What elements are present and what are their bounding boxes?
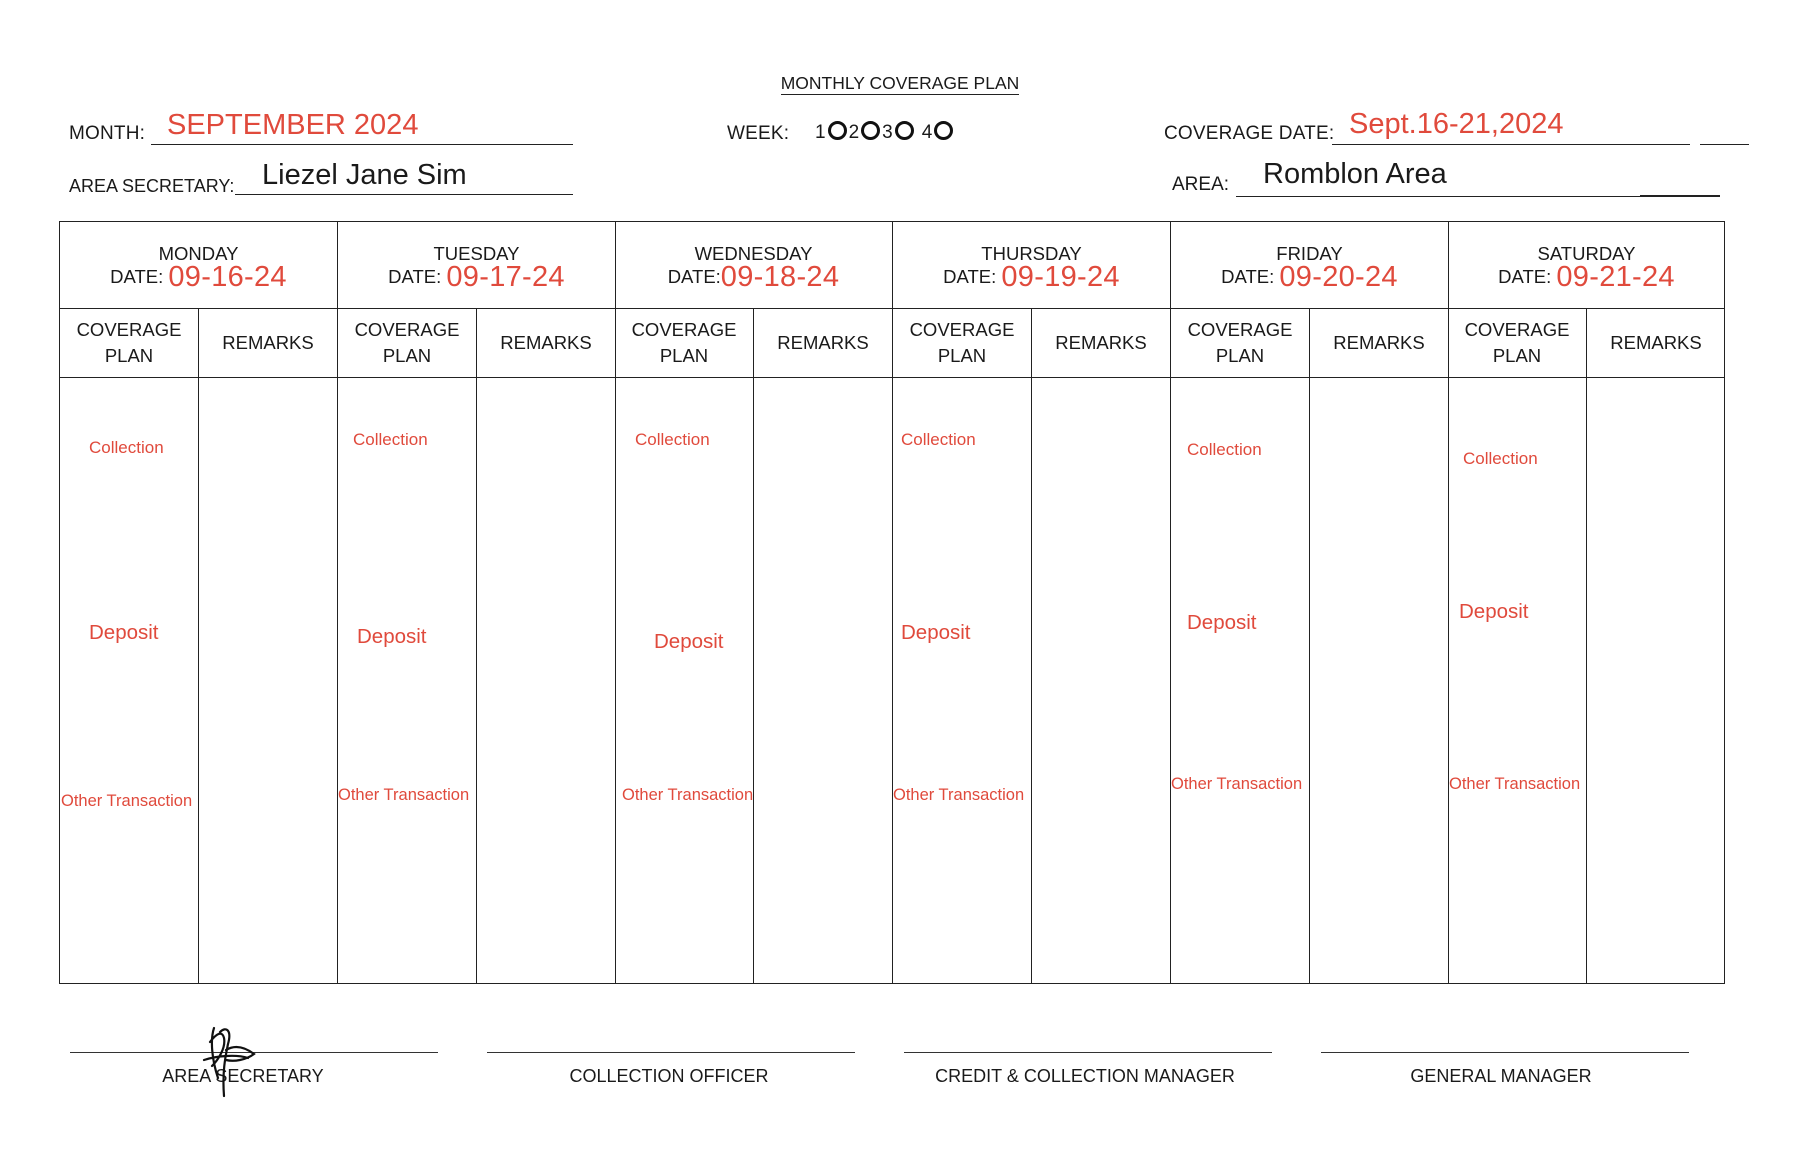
date-label: DATE:: [388, 266, 442, 287]
date-value: 09-20-24: [1279, 261, 1398, 293]
entry-other-transaction: Other Transaction: [622, 786, 754, 804]
subcol-divider: [476, 308, 477, 983]
area-underline-bold: [1640, 195, 1720, 197]
entry-collection: Collection: [353, 430, 428, 449]
month-value: SEPTEMBER 2024: [167, 109, 419, 141]
plan-label: PLAN: [104, 344, 154, 366]
signature-label-area-secretary: AREA SECRETARY: [162, 1066, 324, 1086]
remarks-header: REMARKS: [1610, 331, 1702, 353]
day-name: WEDNESDAY: [694, 243, 813, 264]
entry-collection: Collection: [901, 430, 976, 449]
entry-other-transaction: Other Transaction: [338, 786, 470, 804]
date-label: DATE:: [1221, 266, 1275, 287]
coverage-date-underline-extra: [1700, 144, 1749, 145]
coverage-plan-header: [893, 308, 1031, 377]
day-name: SATURDAY: [1537, 243, 1636, 264]
day-name: FRIDAY: [1276, 243, 1343, 264]
week-option-3-label: 3: [882, 122, 893, 143]
entry-collection: Collection: [635, 430, 710, 449]
day-header-friday: [1171, 222, 1448, 308]
day-date: [893, 261, 1170, 294]
day-date: [338, 261, 615, 294]
coverage-plan-header: [338, 308, 476, 377]
entry-deposit: Deposit: [901, 621, 971, 644]
date-label: DATE:: [1498, 266, 1552, 287]
day-header-thursday: [893, 222, 1170, 308]
day-header-wednesday: [615, 222, 892, 308]
week-label: WEEK:: [727, 123, 790, 144]
entry-other-transaction: Other Transaction: [61, 792, 193, 810]
signature-label-credit-collection-manager: CREDIT & COLLECTION MANAGER: [935, 1066, 1235, 1086]
date-label: DATE:: [110, 266, 164, 287]
day-name: MONDAY: [158, 243, 239, 264]
day-name: THURSDAY: [981, 243, 1082, 264]
week-option-1-radio[interactable]: [828, 121, 847, 140]
coverage-label: COVERAGE: [1464, 318, 1570, 340]
signature-line-general-manager: [1321, 1052, 1689, 1053]
signature-label-collection-officer: COLLECTION OFFICER: [569, 1066, 769, 1086]
subcol-divider: [1309, 308, 1310, 983]
date-value: 09-17-24: [446, 261, 565, 293]
day-name: TUESDAY: [433, 243, 520, 264]
date-value: 09-19-24: [1001, 261, 1120, 293]
entry-deposit: Deposit: [1187, 611, 1257, 634]
handwritten-signature: [196, 1020, 276, 1100]
day-header-monday: [60, 222, 337, 308]
date-value: 09-16-24: [168, 261, 287, 293]
plan-label: PLAN: [1492, 344, 1542, 366]
area-label: AREA:: [1172, 174, 1230, 195]
date-label: DATE:: [943, 266, 997, 287]
page-title: MONTHLY COVERAGE PLAN: [780, 73, 1020, 93]
area-secretary-label: AREA SECRETARY:: [69, 176, 235, 196]
entry-collection: Collection: [1187, 440, 1262, 459]
entry-deposit: Deposit: [357, 625, 427, 648]
remarks-header: REMARKS: [1055, 331, 1147, 353]
remarks-header: REMARKS: [500, 331, 592, 353]
week-option-2-radio[interactable]: [861, 121, 880, 140]
date-value: 09-18-24: [720, 261, 840, 293]
coverage-plan-header: [615, 308, 753, 377]
day-date: [1448, 261, 1725, 294]
subcol-divider: [1031, 308, 1032, 983]
entry-other-transaction: Other Transaction: [1171, 775, 1303, 793]
day-header-saturday: [1448, 222, 1725, 308]
signature-label-general-manager: GENERAL MANAGER: [1410, 1066, 1592, 1086]
date-label: DATE:: [667, 266, 721, 287]
coverage-plan-header: [1171, 308, 1309, 377]
coverage-date-value: Sept.16-21,2024: [1349, 108, 1564, 140]
entry-deposit: Deposit: [1459, 600, 1529, 623]
entry-deposit: Deposit: [89, 621, 159, 644]
area-value: Romblon Area: [1263, 158, 1447, 190]
week-option-2-label: 2: [848, 122, 860, 143]
remarks-header: REMARKS: [777, 331, 869, 353]
subcol-divider: [198, 308, 199, 983]
area-secretary-underline: [235, 194, 573, 195]
date-value: 09-21-24: [1556, 261, 1675, 293]
plan-label: PLAN: [382, 344, 432, 366]
week-option-3-radio[interactable]: [895, 121, 914, 140]
week-option-4-label: 4: [921, 122, 933, 143]
signature-line-credit-collection-manager: [904, 1052, 1272, 1053]
plan-label: PLAN: [1215, 344, 1265, 366]
remarks-header: REMARKS: [1333, 331, 1425, 353]
signature-line-collection-officer: [487, 1052, 855, 1053]
entry-collection: Collection: [89, 438, 164, 457]
day-header-tuesday: [338, 222, 615, 308]
plan-label: PLAN: [937, 344, 987, 366]
entry-deposit: Deposit: [654, 630, 724, 653]
coverage-date-label: COVERAGE DATE:: [1164, 123, 1335, 144]
coverage-table: [59, 221, 1725, 984]
coverage-label: COVERAGE: [76, 318, 182, 340]
coverage-label: COVERAGE: [909, 318, 1015, 340]
day-date: [615, 261, 892, 294]
entry-collection: Collection: [1463, 449, 1538, 468]
month-underline: [151, 144, 573, 145]
remarks-header: REMARKS: [222, 331, 314, 353]
coverage-plan-header: [1448, 308, 1586, 377]
week-option-4-radio[interactable]: [934, 121, 953, 140]
area-secretary-value: Liezel Jane Sim: [262, 159, 467, 191]
day-date: [60, 261, 337, 294]
subcol-divider: [753, 308, 754, 983]
subcol-divider: [1586, 308, 1587, 983]
coverage-plan-header: [60, 308, 198, 377]
coverage-date-underline: [1332, 144, 1690, 145]
day-date: [1171, 261, 1448, 294]
coverage-label: COVERAGE: [1187, 318, 1293, 340]
coverage-label: COVERAGE: [631, 318, 737, 340]
entry-other-transaction: Other Transaction: [893, 786, 1025, 804]
month-label: MONTH:: [69, 123, 146, 144]
plan-label: PLAN: [659, 344, 709, 366]
week-option-1-label: 1: [815, 122, 826, 143]
entry-other-transaction: Other Transaction: [1449, 775, 1581, 793]
week-options: [815, 121, 955, 144]
coverage-label: COVERAGE: [354, 318, 460, 340]
